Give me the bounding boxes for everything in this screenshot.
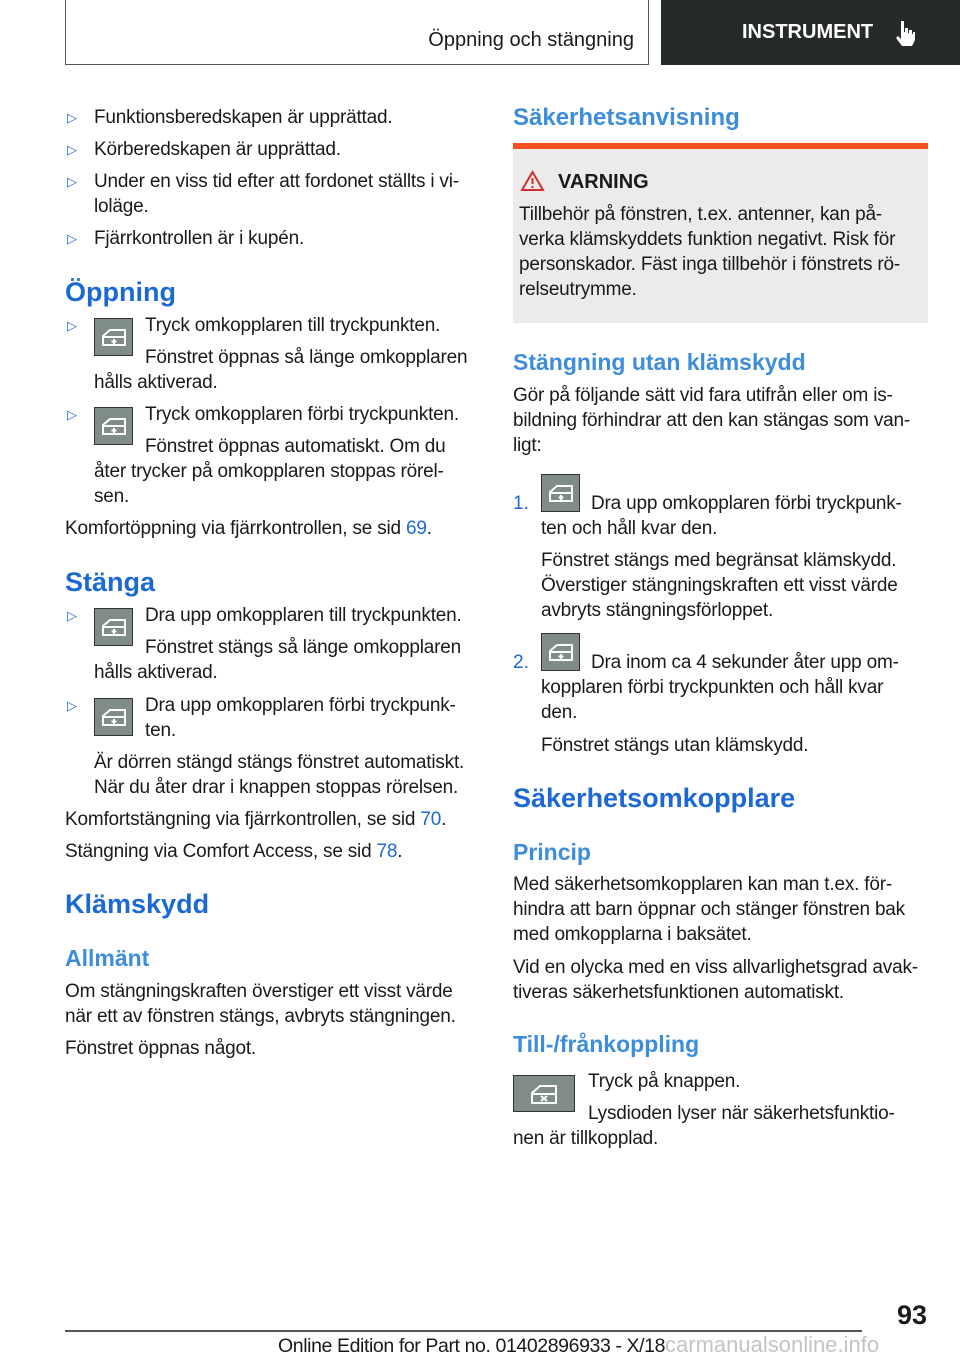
- closing-action: Dra upp omkopplaren förbi tryckpunk- ten.: [145, 695, 456, 741]
- warning-label: VARNING: [558, 171, 649, 193]
- comfort-access-note: Stängning via Comfort Access, se sid 78.: [65, 841, 403, 862]
- hand-pointer-icon: [893, 19, 917, 47]
- step-action: Dra upp omkopplaren förbi tryckpunk- ten och håll kvar den.: [541, 493, 902, 539]
- bullet-icon: ▷: [67, 407, 77, 422]
- bullet-icon: ▷: [67, 142, 77, 157]
- subheading-principle: Princip: [513, 839, 591, 865]
- step-result: Fönstret stängs utan klämskydd.: [541, 735, 809, 756]
- closing-action: Dra upp omkopplaren till tryckpunkten.: [145, 605, 462, 626]
- header-chapter-tab[interactable]: [661, 0, 960, 65]
- bullet-icon: ▷: [67, 231, 77, 246]
- warning-triangle-icon: [520, 170, 545, 192]
- step-number: 1.: [513, 493, 529, 514]
- page-link[interactable]: 70: [420, 809, 442, 830]
- closing-result: Är dörren stängd stängs fönstret automatiskt. När du åter drar i knappen stoppas rörelsen.: [94, 752, 465, 798]
- header-section-title: Öppning och stängning: [428, 29, 634, 51]
- footer-edition: Online Edition for Part no. 01402896933 - X/18carmanualsonline.info: [278, 1332, 880, 1357]
- bullet-icon: ▷: [67, 174, 77, 189]
- watermark: carmanualsonline.info: [665, 1332, 880, 1357]
- prereq-item: Funktionsberedskapen är upprättad.: [94, 107, 393, 128]
- heading-closing: Stänga: [65, 567, 156, 597]
- opening-result: Fönstret öppnas automatiskt. Om du åter trycker på omkopplaren stoppas rörel- sen.: [94, 436, 446, 507]
- warning-text: Tillbehör på fönstren, t.ex. antenner, kan på- verka klämskyddets funktion negativt. Risk för personskador. Fäst inga tillbehör i fönstrets rö- relseutrymme.: [519, 204, 900, 300]
- subheading-toggle: Till-/frånkoppling: [513, 1031, 700, 1057]
- toggle-result: Lysdioden lyser när säkerhetsfunktio- nen är tillkopplad.: [513, 1103, 895, 1149]
- page-link[interactable]: 78: [376, 841, 398, 862]
- header-chapter-label: INSTRUMENT: [742, 21, 874, 43]
- toggle-action: Tryck på knappen.: [588, 1071, 741, 1092]
- window-switch-icon: [94, 698, 133, 736]
- opening-result: Fönstret öppnas så länge omkopplaren hålls aktiverad.: [94, 347, 468, 393]
- closing-result: Fönstret stängs så länge omkopplaren hålls aktiverad.: [94, 637, 461, 683]
- prereq-item: Körberedskapen är upprättad.: [94, 139, 341, 160]
- heading-safety-switch: Säkerhetsomkopplare: [513, 783, 796, 813]
- prereq-item: Under en viss tid efter att fordonet ställts i vi- loläge.: [94, 171, 459, 217]
- pinch-paragraph: Fönstret öppnas något.: [65, 1038, 257, 1059]
- opening-action: Tryck omkopplaren förbi tryckpunkten.: [145, 404, 459, 425]
- subheading-general: Allmänt: [65, 945, 150, 971]
- warning-box: [513, 143, 928, 323]
- opening-action: Tryck omkopplaren till tryckpunkten.: [145, 315, 441, 336]
- switch-paragraph: Vid en olycka med en viss allvarlighetsgrad avak- tiveras säkerhetsfunktionen automatiskt.: [513, 957, 918, 1003]
- step-number: 2.: [513, 652, 529, 673]
- heading-safety-note: Säkerhetsanvisning: [513, 104, 740, 131]
- bullet-icon: ▷: [67, 110, 77, 125]
- nopinch-intro: Gör på följande sätt vid fara utifrån eller om is- bildning förhindrar att den kan stängas som van- ligt:: [513, 385, 911, 456]
- comfort-opening-note: Komfortöppning via fjärrkontrollen, se sid 69.: [65, 518, 432, 539]
- comfort-closing-note: Komfortstängning via fjärrkontrollen, se sid 70.: [65, 809, 447, 830]
- bullet-icon: ▷: [67, 608, 77, 623]
- heading-opening: Öppning: [65, 277, 176, 307]
- bullet-icon: ▷: [67, 318, 77, 333]
- heading-pinch-protection: Klämskydd: [65, 889, 210, 919]
- page-number: 93: [897, 1300, 928, 1330]
- heading-close-without-pinch: Stängning utan klämskydd: [513, 349, 806, 375]
- pinch-paragraph: Om stängningskraften överstiger ett visst värde när ett av fönstren stängs, avbryts stängningen.: [65, 981, 456, 1027]
- step-result: Fönstret stängs med begränsat klämskydd. Överstiger stängningskraften ett visst värde avbryts stängningsförloppet.: [541, 550, 898, 621]
- bullet-icon: ▷: [67, 698, 77, 713]
- prereq-item: Fjärrkontrollen är i kupén.: [94, 228, 305, 249]
- step-action: Dra inom ca 4 sekunder åter upp om- kopplaren förbi tryckpunkten och håll kvar den.: [541, 652, 899, 723]
- page-link[interactable]: 69: [405, 518, 427, 539]
- switch-paragraph: Med säkerhetsomkopplaren kan man t.ex. för- hindra att barn öppnar och stänger fönstren bak med omkopplarna i baksätet.: [513, 874, 905, 945]
